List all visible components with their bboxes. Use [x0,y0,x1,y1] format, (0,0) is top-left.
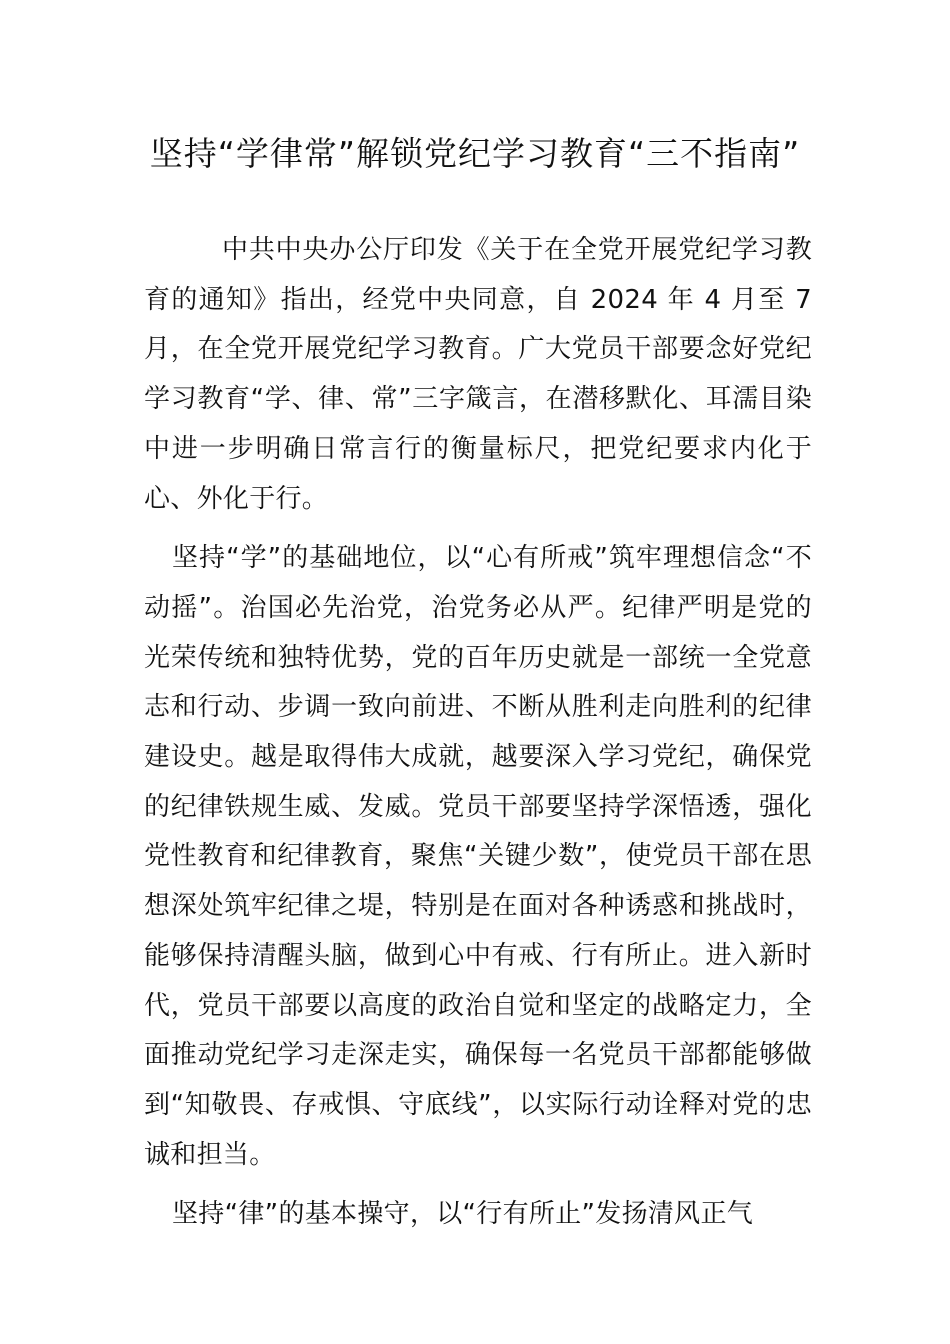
paragraph-intro: 中共中央办公厅印发《关于在全党开展党纪学习教育的通知》指出，经党中央同意，自 2024 年 4 月至 7 月，在全党开展党纪学习教育。广大党员干部要念好党纪学习教育“学、律、常”三字箴言，在潜移默化、耳濡目染中进一步明确日常言行的衡量标尺，把党纪要求内化于心、外化于行。 [144,235,812,514]
paragraph-discipline: 坚持“律”的基本操守，以“行有所止”发扬清风正气 [172,1199,754,1230]
document-body [144,226,812,1250]
paragraph-study: 坚持“学”的基础地位，以“心有所戒”筑牢理想信念“不动摇”。治国必先治党，治党务必从严。纪律严明是党的光荣传统和独特优势，党的百年历史就是一部统一全党意志和行动、步调一致向前进、不断从胜利走向胜利的纪律建设史。越是取得伟大成就，越要深入学习党纪，确保党的纪律铁规生威、发威。党员干部要坚持学深悟透，强化党性教育和纪律教育，聚焦“关键少数”，使党员干部在思想深处筑牢纪律之堤，特别是在面对各种诱惑和挑战时，能够保持清醒头脑，做到心中有戒、行有所止。进入新时代，党员干部要以高度的政治自觉和坚定的战略定力，全面推动党纪学习走深走实，确保每一名党员干部都能够做到“知敬畏、存戒惧、守底线”，以实际行动诠释对党的忠诚和担当。 [144,543,812,1170]
document-title: 坚持“学律常”解锁党纪学习教育“三不指南” [149,134,801,173]
